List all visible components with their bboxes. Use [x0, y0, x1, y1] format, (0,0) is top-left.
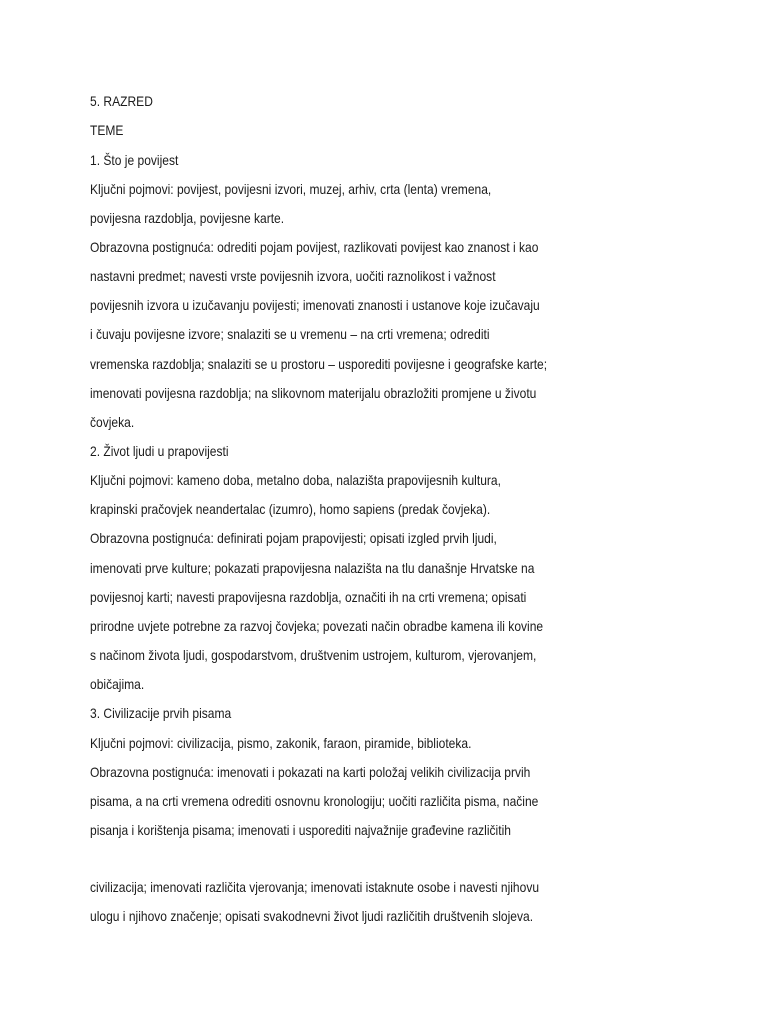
topic-3-title: 3. Civilizacije prvih pisama — [90, 705, 232, 721]
topic-3-outcomes-line-4: civilizacija; imenovati različita vjerovanja; imenovati istaknute osobe i navesti njihovu — [90, 879, 540, 895]
topic-2-outcomes-line-1: Obrazovna postignuća: definirati pojam prapovijesti; opisati izgled prvih ljudi, — [90, 530, 497, 546]
topic-2-key-concepts-line-1: Ključni pojmovi: kameno doba, metalno doba, nalazišta prapovijesnih kultura, — [90, 472, 501, 488]
topic-1-outcomes-line-6: imenovati povijesna razdoblja; na slikovnom materijalu obrazložiti promjene u životu — [90, 385, 537, 401]
topic-3-key-concepts: Ključni pojmovi: civilizacija, pismo, zakonik, faraon, piramide, biblioteka. — [90, 735, 472, 751]
topic-2-key-concepts-line-2: krapinski pračovjek neandertalac (izumro), homo sapiens (predak čovjeka). — [90, 501, 491, 517]
topic-1-outcomes-line-3: povijesnih izvora u izučavanju povijesti; imenovati znanosti i ustanove koje izučavaju — [90, 297, 540, 313]
topics-heading: TEME — [90, 122, 124, 138]
topic-1-outcomes-line-5: vremenska razdoblja; snalaziti se u prostoru – usporediti povijesne i geografske karte; — [90, 356, 548, 372]
topic-2-title: 2. Život ljudi u prapovijesti — [90, 443, 229, 459]
topic-3-outcomes-line-1: Obrazovna postignuća: imenovati i pokazati na karti položaj velikih civilizacija prvih — [90, 764, 531, 780]
topic-3-outcomes-line-5: ulogu i njihovo značenje; opisati svakodnevni život ljudi različitih društvenih slojeva. — [90, 908, 534, 924]
topic-2-outcomes-line-4: prirodne uvjete potrebne za razvoj čovjeka; povezati način obradbe kamena ili kovine — [90, 618, 544, 634]
grade-heading: 5. RAZRED — [90, 93, 153, 109]
topic-1-outcomes-line-7: čovjeka. — [90, 414, 135, 430]
topic-3-outcomes-line-3: pisanja i korištenja pisama; imenovati i usporediti najvažnije građevine različitih — [90, 822, 511, 838]
topic-1-outcomes-line-4: i čuvaju povijesne izvore; snalaziti se u vremenu – na crti vremena; odrediti — [90, 326, 490, 342]
topic-1-key-concepts-line-2: povijesna razdoblja, povijesne karte. — [90, 210, 285, 226]
topic-3-outcomes-line-2: pisama, a na crti vremena odrediti osnovnu kronologiju; uočiti različita pisma, načine — [90, 793, 539, 809]
topic-2-outcomes-line-2: imenovati prve kulture; pokazati prapovijesna nalazišta na tlu današnje Hrvatske na — [90, 560, 535, 576]
topic-1-outcomes-line-1: Obrazovna postignuća: odrediti pojam povijest, razlikovati povijest kao znanost i kao — [90, 239, 539, 255]
topic-2-outcomes-line-6: običajima. — [90, 676, 145, 692]
topic-1-title: 1. Što je povijest — [90, 152, 179, 168]
topic-2-outcomes-line-5: s načinom života ljudi, gospodarstvom, društvenim ustrojem, kulturom, vjerovanjem, — [90, 647, 537, 663]
topic-2-outcomes-line-3: povijesnoj karti; navesti prapovijesna razdoblja, označiti ih na crti vremena; opisati — [90, 589, 527, 605]
topic-1-outcomes-line-2: nastavni predmet; navesti vrste povijesnih izvora, uočiti raznolikost i važnost — [90, 268, 496, 284]
topic-1-key-concepts-line-1: Ključni pojmovi: povijest, povijesni izvori, muzej, arhiv, crta (lenta) vremena, — [90, 181, 492, 197]
